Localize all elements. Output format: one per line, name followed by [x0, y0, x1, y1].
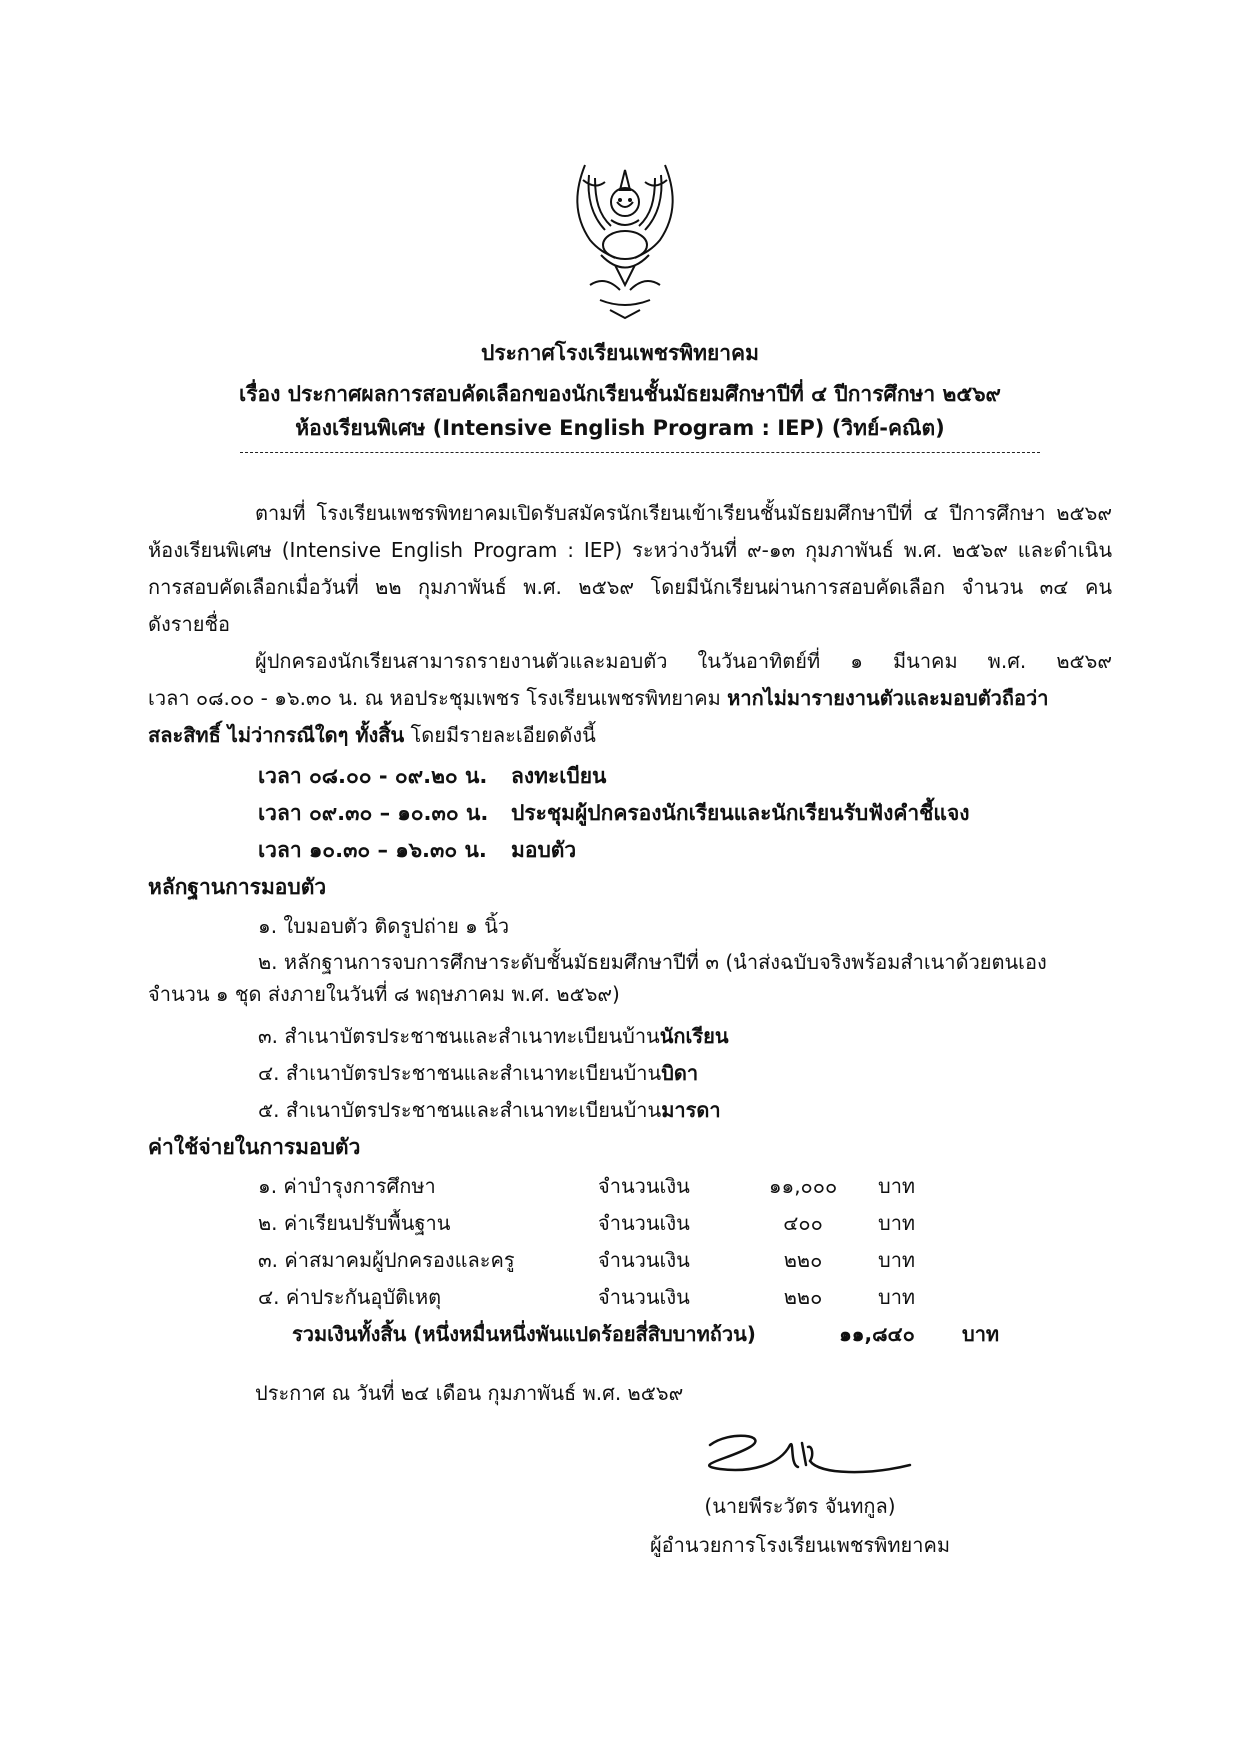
para2-line2-bold: หากไม่มารายงานตัวและมอบตัวถือว่า [727, 686, 1049, 710]
evidence-item: ๒. หลักฐานการจบการศึกษาระดับชั้นมัธยมศึกษาปีที่ ๓ (นำส่งฉบับจริงพร้อมสำเนาด้วยตนเอง [258, 950, 1047, 974]
schedule-row: เวลา ๐๙.๓๐ – ๑๐.๓๐ น. ประชุมผู้ปกครองนักเรียนและนักเรียนรับฟังคำชี้แจง [258, 801, 970, 825]
announcement-title: ประกาศโรงเรียนเพชรพิทยาคม [481, 341, 759, 365]
cost-row: ๑. ค่าบำรุงการศึกษา จำนวนเงิน ๑๑,๐๐๐ บาท [258, 1174, 916, 1198]
cost-total: รวมเงินทั้งสิ้น (หนึ่งหมื่นหนึ่งพันแปดร้อยสี่สิบบาทถ้วน) ๑๑,๘๔๐ บาท [292, 1322, 1000, 1346]
cost-row: ๔. ค่าประกันอุบัติเหตุ จำนวนเงิน ๒๒๐ บาท [258, 1285, 916, 1309]
costs-heading: ค่าใช้จ่ายในการมอบตัว [148, 1135, 361, 1159]
schedule-row: เวลา ๑๐.๓๐ – ๑๖.๓๐ น. มอบตัว [258, 838, 577, 862]
signatory-name: (นายพีระวัตร จันทกูล) [704, 1494, 896, 1518]
garuda-emblem-icon [565, 160, 685, 320]
dashed-divider [240, 452, 1040, 453]
para2-line2-normal: เวลา ๐๘.๐๐ - ๑๖.๓๐ น. ณ หอประชุมเพชร โรงเรียนเพชรพิทยาคม [148, 686, 728, 710]
evidence-item: ๑. ใบมอบตัว ติดรูปถ่าย ๑ นิ้ว [258, 914, 510, 938]
announcement-date: ประกาศ ณ วันที่ ๒๔ เดือน กุมภาพันธ์ พ.ศ. ๒๕๖๙ [255, 1381, 684, 1405]
evidence-item: ๕. สำเนาบัตรประชาชนและสำเนาทะเบียนบ้านมารดา [258, 1098, 721, 1122]
cost-row: ๒. ค่าเรียนปรับพื้นฐาน จำนวนเงิน ๔๐๐ บาท [258, 1211, 916, 1235]
schedule-row: เวลา ๐๘.๐๐ - ๐๙.๒๐ น. ลงทะเบียน [258, 764, 607, 788]
evidence-item: ๔. สำเนาบัตรประชาชนและสำเนาทะเบียนบ้านบิดา [258, 1061, 699, 1085]
signature-icon [690, 1425, 920, 1485]
evidence-heading: หลักฐานการมอบตัว [148, 875, 327, 899]
cost-row: ๓. ค่าสมาคมผู้ปกครองและครู จำนวนเงิน ๒๒๐ บาท [258, 1248, 916, 1272]
evidence-item-continuation: จำนวน ๑ ชุด ส่งภายในวันที่ ๘ พฤษภาคม พ.ศ. ๒๕๖๙) [148, 982, 620, 1006]
para1-line1: ตามที่ โรงเรียนเพชรพิทยาคมเปิดรับสมัครนักเรียนเข้าเรียนชั้นมัธยมศึกษาปีที่ ๔ ปีการศึกษา ๒๕๖๙ [255, 501, 1112, 525]
para1-line3: การสอบคัดเลือกเมื่อวันที่ ๒๒ กุมภาพันธ์ พ.ศ. ๒๕๖๙ โดยมีนักเรียนผ่านการสอบคัดเลือก จำนวน ๓๔ คน [148, 575, 1112, 599]
para2-line1: ผู้ปกครองนักเรียนสามารถรายงานตัวและมอบตัว ในวันอาทิตย์ที่ ๑ มีนาคม พ.ศ. ๒๕๖๙ [255, 649, 1112, 673]
announcement-subject: เรื่อง ประกาศผลการสอบคัดเลือกของนักเรียนชั้นมัธยมศึกษาปีที่ ๔ ปีการศึกษา ๒๕๖๙ [239, 382, 1001, 406]
evidence-item: ๓. สำเนาบัตรประชาชนและสำเนาทะเบียนบ้านนักเรียน [258, 1024, 729, 1048]
para1-line4: ดังรายชื่อ [148, 612, 231, 636]
para2-line2 [148, 680, 1049, 717]
para2-line3-bold: สละสิทธิ์ ไม่ว่ากรณีใดๆ ทั้งสิ้น [148, 723, 405, 747]
para2-line3 [148, 717, 596, 754]
announcement-program: ห้องเรียนพิเศษ (Intensive English Program : IEP) (วิทย์-คณิต) [295, 416, 945, 440]
para2-line3-normal: โดยมีรายละเอียดดังนี้ [404, 723, 596, 747]
signatory-position: ผู้อำนวยการโรงเรียนเพชรพิทยาคม [649, 1533, 951, 1557]
para1-line2: ห้องเรียนพิเศษ (Intensive English Program : IEP) ระหว่างวันที่ ๙-๑๓ กุมภาพันธ์ พ.ศ. ๒๕๖๙ และดำเนิน [148, 538, 1112, 562]
